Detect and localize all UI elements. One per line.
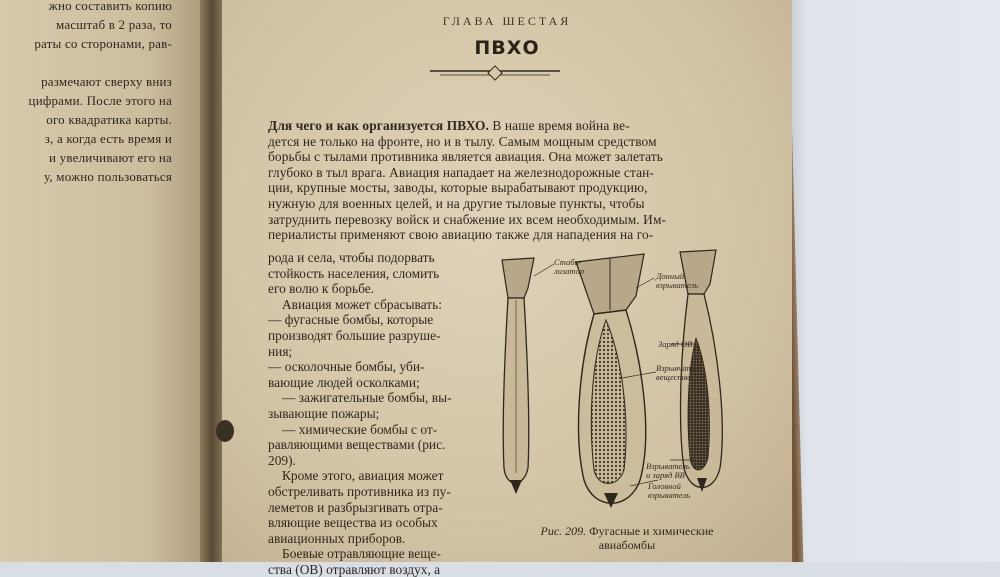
page-number-mark <box>216 420 234 442</box>
column-line: Боевые отравляющие веще- <box>282 546 441 562</box>
label-line: Донный <box>656 271 685 281</box>
label-line: взрыватель <box>656 280 699 290</box>
column-line: леметов и разбрызгивать отра- <box>268 499 443 515</box>
column-line: вающие людей осколками; <box>268 374 420 390</box>
left-line: размечают сверху вниз <box>41 74 172 89</box>
label-line: вещество <box>656 372 692 382</box>
figure-number: Рис. 209. <box>540 524 587 538</box>
column-line: — зажигательные бомбы, вы- <box>282 390 452 406</box>
column-line: — фугасные бомбы, которые <box>268 312 434 328</box>
left-line <box>0 53 172 72</box>
column-line: вляющие вещества из особых <box>268 515 438 531</box>
column-line: — химические бомбы с от- <box>282 421 438 437</box>
label-fuze-charge <box>646 462 690 480</box>
body-line: борьбы с тылами противника является авиация. Она может залетать <box>268 149 664 165</box>
label-stabilizer <box>554 258 584 276</box>
high-explosive-bomb-large <box>576 254 646 508</box>
label-charge-ov: Заряд ОВ <box>658 339 693 349</box>
column-line: его волю к борьбе. <box>268 281 375 297</box>
figure-title-line2: авиабомбы <box>598 538 656 552</box>
column-line: Авиация может сбрасывать: <box>282 296 442 312</box>
left-line: жно составить копию <box>48 0 172 13</box>
figure-caption <box>512 524 742 552</box>
body-line: В наше время война ве- <box>492 118 630 133</box>
chapter-label: ГЛАВА ШЕСТАЯ <box>442 14 572 28</box>
column-line: производят большие разруше- <box>268 327 441 343</box>
column-line: ства (ОВ) отравляют воздух, а <box>268 561 441 577</box>
title-ornament <box>430 67 560 79</box>
left-line: ого квадратика карты. <box>46 112 172 127</box>
left-line: раты со сторонами, рав- <box>34 36 172 51</box>
column-line: авиационных приборов. <box>268 530 406 546</box>
label-line: взрыватель <box>648 490 691 500</box>
label-line: лизатор <box>554 266 585 276</box>
bombs-illustration <box>494 248 744 518</box>
label-line: Взрыватель <box>646 461 690 471</box>
figure-title: Фугасные и химические <box>589 524 714 538</box>
column-line: обстреливать противника из пу- <box>268 483 451 499</box>
body-line: нужную для военных целей, и на другие тыловые пункты, чтобы <box>268 195 645 211</box>
column-line: 209). <box>268 452 296 468</box>
left-line: з, а когда есть время и <box>44 131 172 146</box>
column-line: равляющими веществами (рис. <box>268 437 446 453</box>
column-line: ния; <box>268 343 293 359</box>
left-page <box>0 0 212 562</box>
label-line: и заряд ВВ <box>646 470 685 480</box>
left-line: цифрами. После этого на <box>28 93 172 108</box>
body-line: затруднить перевозку войск и снабжение их всем необходимым. Им- <box>268 211 667 227</box>
background-surface <box>780 0 1000 562</box>
body-line: дется не только на фронте, но и в тылу. Самым мощным средством <box>268 133 657 149</box>
left-line: у, можно пользоваться <box>43 169 172 184</box>
column-line: Кроме этого, авиация может <box>282 468 444 484</box>
body-line: глубоко в тыл врага. Авиация нападает на железнодорожные стан- <box>268 164 654 180</box>
chapter-title: ПВХО <box>474 37 540 59</box>
column-text <box>268 250 508 577</box>
left-line: и увеличивают его на <box>49 150 172 165</box>
label-line: Стаби- <box>554 257 582 267</box>
body-line: ции, крупные мосты, заводы, которые вырабатывают продукцию, <box>268 180 648 196</box>
column-line: рода и села, чтобы подорвать <box>268 250 435 265</box>
right-page <box>222 0 792 577</box>
label-line: Взрывчатое <box>656 363 701 373</box>
label-line: Головной <box>648 481 681 491</box>
left-page-text <box>0 0 172 205</box>
label-explosive <box>656 364 701 382</box>
body-line: периалисты применяют свою авиацию также для нападения на го- <box>268 227 654 243</box>
left-line: масштаб в 2 раза, то <box>56 17 172 32</box>
column-line: зывающие пожары; <box>268 405 380 421</box>
column-line: — осколочные бомбы, уби- <box>268 359 425 375</box>
intro-paragraph <box>268 118 768 243</box>
high-explosive-bomb-small <box>502 258 534 494</box>
column-line: стойкость населения, сломить <box>268 265 440 281</box>
label-bottom-fuze <box>656 272 698 290</box>
label-head-fuze <box>648 482 690 500</box>
paragraph-heading: Для чего и как организуется ПВХО. <box>268 118 489 133</box>
